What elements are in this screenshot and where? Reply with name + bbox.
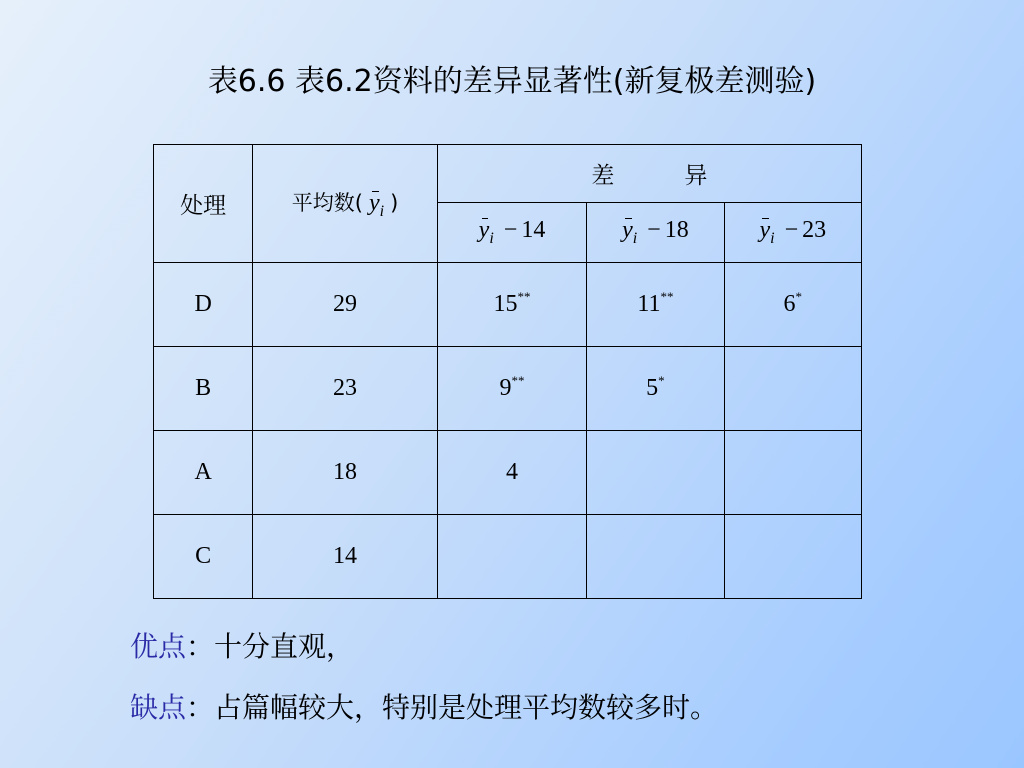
advantages-text: ：十分直观， <box>186 630 355 663</box>
diff-cell <box>587 347 724 431</box>
treatment-cell: C <box>154 515 253 599</box>
diff-23-operator: − <box>784 217 799 243</box>
diff-cell <box>724 431 861 515</box>
significance-mark: * <box>795 289 803 304</box>
diff-14-operator: − <box>503 217 518 243</box>
diff-value: 6 <box>783 291 796 317</box>
header-diff-18 <box>587 203 724 263</box>
advantages-line <box>130 627 354 667</box>
significance-mark: ** <box>517 289 531 304</box>
table-row <box>154 347 862 431</box>
diff-value: 15 <box>493 291 518 317</box>
table-header-row <box>154 145 862 203</box>
diff-cell <box>437 263 586 347</box>
header-mean-close: ) <box>390 190 399 215</box>
diff-18-value: 18 <box>664 217 689 243</box>
advantages-label: 优点 <box>130 630 187 663</box>
disadvantages-label: 缺点 <box>130 691 187 724</box>
significance-mark: * <box>658 373 665 388</box>
treatment-cell: D <box>154 263 253 347</box>
mean-cell: 29 <box>253 263 438 347</box>
table-row <box>154 263 862 347</box>
header-mean-label: 平均数( <box>291 190 363 215</box>
diff-23-symbol: y <box>759 217 771 243</box>
header-diff-23 <box>724 203 861 263</box>
treatment-cell: A <box>154 431 253 515</box>
diff-23-value: 23 <box>802 217 827 243</box>
header-difference <box>437 145 861 203</box>
disadvantages-line <box>130 688 718 728</box>
diff-cell <box>437 347 586 431</box>
table-row <box>154 431 862 515</box>
diff-cell <box>587 515 724 599</box>
disadvantages-text: ：占篇幅较大，特别是处理平均数较多时。 <box>186 691 719 724</box>
diff-14-value: 14 <box>521 217 546 243</box>
significance-mark: ** <box>660 289 674 304</box>
significance-table <box>153 144 862 599</box>
mean-cell: 14 <box>253 515 438 599</box>
slide-title: 表6.6 表6.2资料的差异显著性(新复极差测验) <box>207 64 817 99</box>
diff-cell <box>724 515 861 599</box>
header-difference-label: 差异 <box>591 163 778 189</box>
diff-cell <box>587 263 724 347</box>
header-diff-14 <box>437 203 586 263</box>
diff-cell <box>437 515 586 599</box>
header-mean <box>253 145 438 263</box>
diff-cell <box>587 431 724 515</box>
table-row <box>154 515 862 599</box>
diff-cell <box>724 347 861 431</box>
diff-23-subscript: i <box>770 230 775 247</box>
diff-cell <box>724 263 861 347</box>
diff-18-symbol: y <box>622 217 633 243</box>
header-treatment: 处理 <box>154 145 253 263</box>
diff-14-subscript: i <box>489 230 494 247</box>
header-mean-subscript: i <box>379 202 385 220</box>
diff-value: 4 <box>505 459 518 485</box>
diff-value: 11 <box>637 291 661 317</box>
diff-value: 5 <box>646 375 659 401</box>
diff-18-operator: − <box>647 217 661 243</box>
diff-value: 9 <box>499 375 512 401</box>
treatment-cell: B <box>154 347 253 431</box>
significance-mark: ** <box>511 373 525 388</box>
diff-cell <box>437 431 586 515</box>
header-mean-symbol: y <box>368 189 380 216</box>
mean-cell: 23 <box>253 347 438 431</box>
diff-14-symbol: y <box>478 217 490 243</box>
mean-cell: 18 <box>253 431 438 515</box>
diff-18-subscript: i <box>632 230 638 247</box>
